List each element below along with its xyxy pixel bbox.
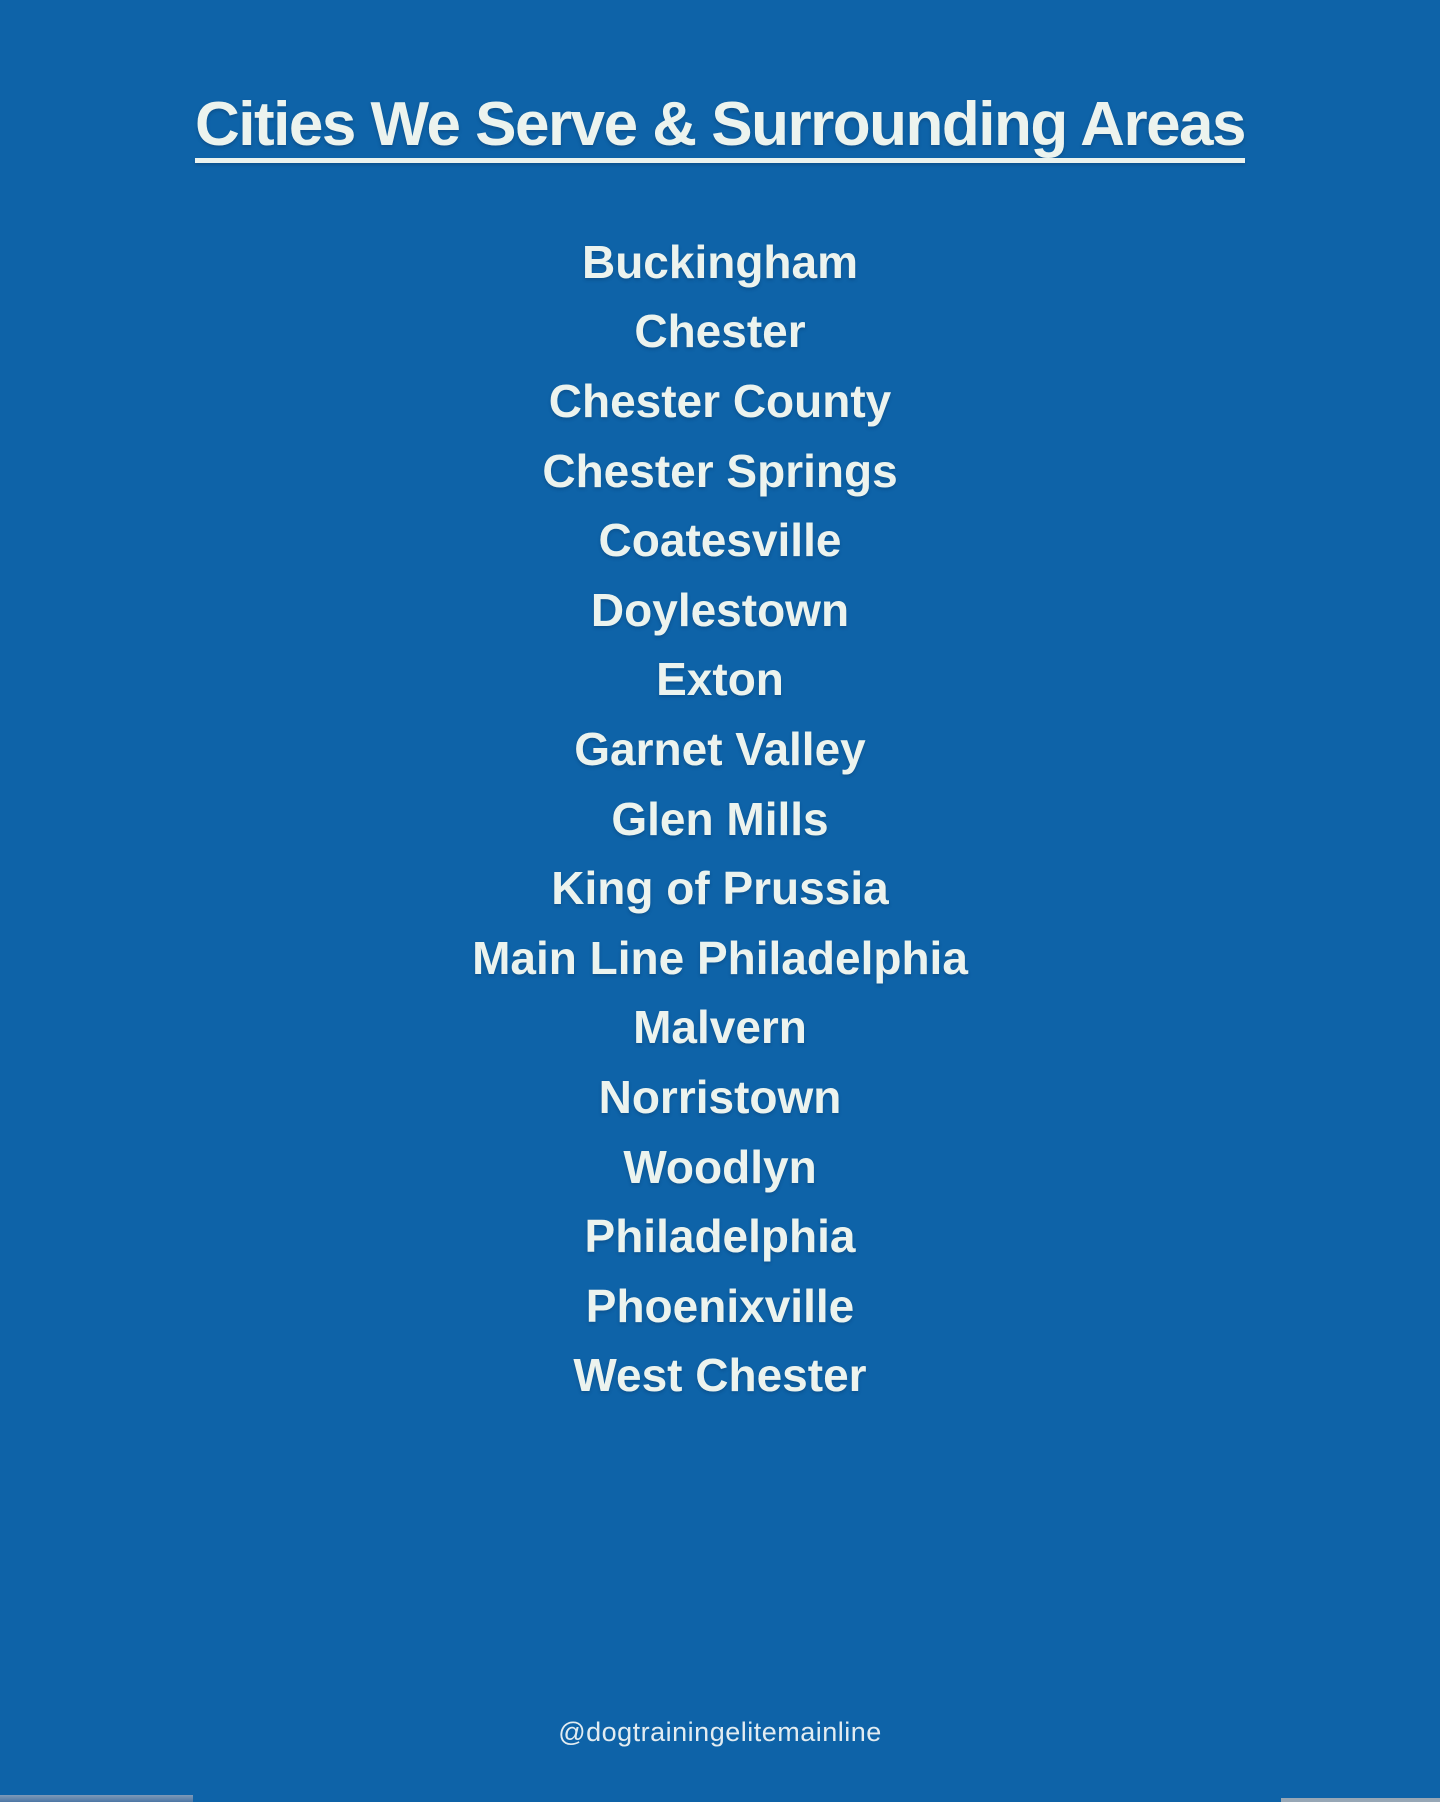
city-list-item: Main Line Philadelphia bbox=[472, 931, 968, 984]
city-list-item: Chester Springs bbox=[542, 444, 898, 497]
city-list-item: Coatesville bbox=[598, 514, 842, 567]
city-list-item: King of Prussia bbox=[551, 862, 889, 915]
city-list bbox=[0, 227, 1440, 1410]
city-list-item: Doylestown bbox=[590, 583, 850, 636]
bottom-right-strip bbox=[1281, 1798, 1440, 1802]
city-list-item: Philadelphia bbox=[584, 1210, 856, 1263]
city-list-item: Glen Mills bbox=[611, 792, 829, 845]
city-list-item: Norristown bbox=[598, 1070, 842, 1123]
city-list-item: Buckingham bbox=[581, 235, 859, 288]
city-list-item: Exton bbox=[656, 653, 784, 706]
city-list-item: West Chester bbox=[573, 1349, 867, 1402]
bottom-left-strip bbox=[0, 1795, 193, 1802]
social-handle: @dogtrainingelitemainline bbox=[558, 1717, 882, 1747]
city-list-item: Garnet Valley bbox=[574, 722, 866, 775]
city-list-item: Chester County bbox=[548, 374, 892, 427]
city-list-item: Malvern bbox=[633, 1001, 807, 1054]
city-list-item: Chester bbox=[634, 305, 806, 358]
city-list-item: Phoenixville bbox=[585, 1279, 855, 1332]
city-list-item: Woodlyn bbox=[623, 1140, 817, 1193]
page-title: Cities We Serve & Surrounding Areas bbox=[194, 90, 1246, 159]
